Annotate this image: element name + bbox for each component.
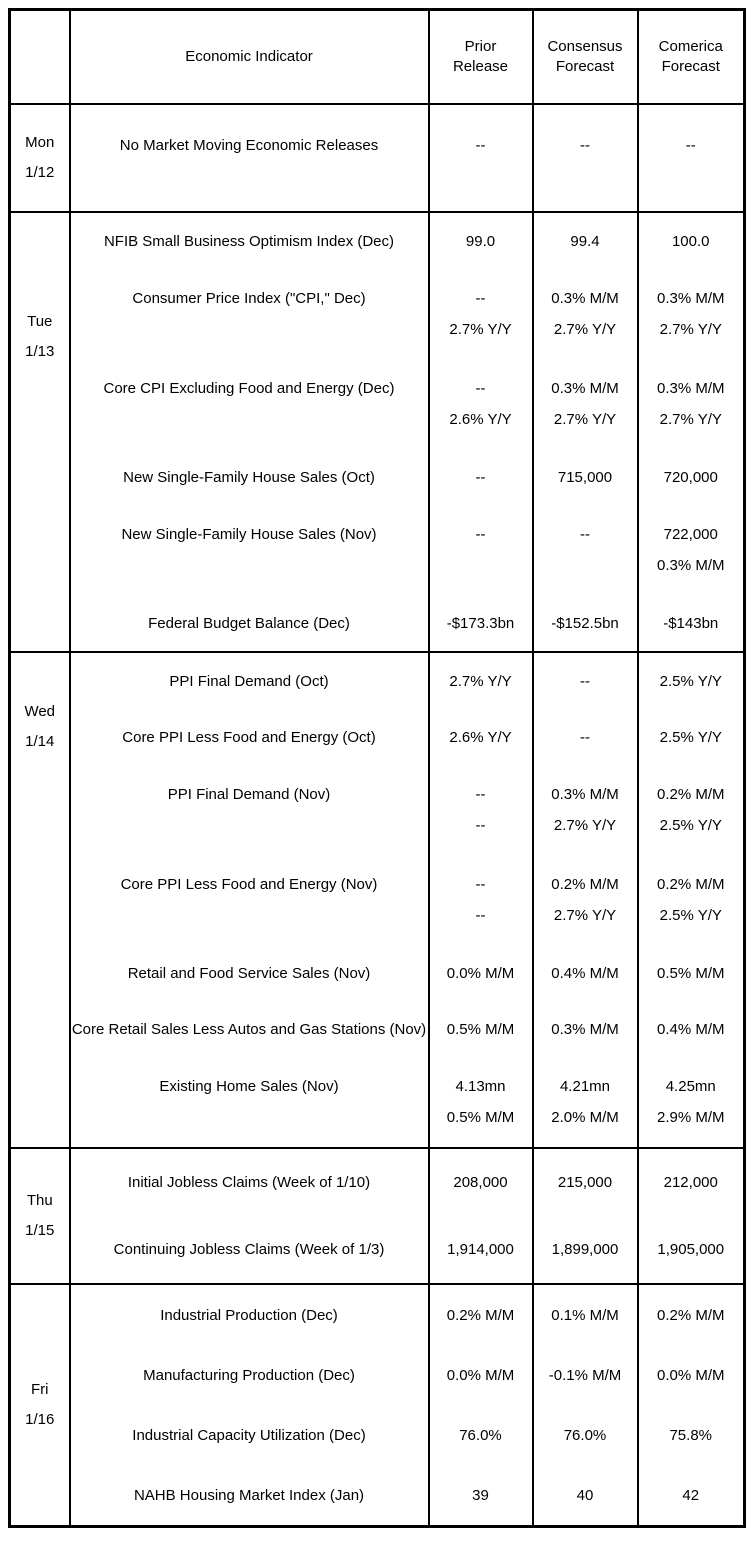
consensus-value bbox=[534, 1222, 637, 1278]
cell-line: 0.2% M/M bbox=[446, 1306, 515, 1324]
cell-line: -- bbox=[475, 876, 486, 893]
comerica-cell bbox=[638, 212, 745, 652]
consensus-cell bbox=[533, 212, 638, 652]
comerica-value bbox=[639, 1155, 744, 1211]
cell-line: No Market Moving Economic Releases bbox=[119, 136, 379, 154]
comerica-items bbox=[639, 653, 744, 1147]
cell-line: -- bbox=[475, 468, 486, 486]
cell-line: 0.5% M/M bbox=[656, 964, 725, 982]
header-comerica-forecast: Comerica Forecast bbox=[638, 10, 745, 105]
cell-line: 2.7% Y/Y bbox=[659, 411, 722, 428]
day-label-group bbox=[11, 1149, 69, 1283]
day-name: Mon bbox=[25, 134, 55, 151]
cell-line: 2.5% Y/Y bbox=[659, 728, 722, 746]
day-name: Fri bbox=[31, 1381, 49, 1398]
comerica-cell bbox=[638, 1284, 745, 1527]
indicator-label bbox=[71, 945, 428, 1001]
comerica-items bbox=[639, 105, 744, 211]
consensus-items bbox=[534, 213, 637, 651]
day-cell bbox=[10, 1284, 70, 1527]
day-cell bbox=[10, 652, 70, 1148]
cell-line: NAHB Housing Market Index (Jan) bbox=[133, 1486, 365, 1504]
cell-line: Core Retail Sales Less Autos and Gas Stations (Nov) bbox=[71, 1020, 427, 1038]
consensus-value bbox=[534, 449, 637, 505]
comerica-cell bbox=[638, 652, 745, 1148]
cell-line: PPI Final Demand (Nov) bbox=[167, 786, 331, 803]
comerica-value bbox=[639, 505, 744, 595]
prior-value bbox=[430, 449, 532, 505]
cell-line: -- bbox=[580, 672, 590, 690]
prior-items bbox=[430, 213, 532, 651]
cell-line: -- bbox=[475, 380, 486, 397]
comerica-value bbox=[639, 1222, 744, 1278]
cell-line: -$143bn bbox=[663, 614, 719, 632]
consensus-value bbox=[534, 1287, 637, 1343]
comerica-value bbox=[639, 709, 744, 765]
indicator-label bbox=[71, 855, 428, 945]
indicator-label bbox=[71, 505, 428, 595]
cell-line: 4.21mn bbox=[559, 1078, 611, 1095]
prior-value bbox=[430, 1407, 532, 1463]
cell-line: 0.1% M/M bbox=[551, 1306, 619, 1324]
cell-line: 2.7% Y/Y bbox=[553, 907, 617, 924]
cell-line: PPI Final Demand (Oct) bbox=[169, 672, 329, 690]
cell-line: New Single-Family House Sales (Oct) bbox=[123, 468, 375, 486]
prior-value bbox=[430, 855, 532, 945]
indicator-cell bbox=[70, 652, 429, 1148]
prior-value bbox=[430, 1222, 532, 1278]
cell-line: Existing Home Sales (Nov) bbox=[159, 1078, 339, 1095]
cell-line: Core PPI Less Food and Energy (Oct) bbox=[122, 728, 376, 746]
cell-line: NFIB Small Business Optimism Index (Dec) bbox=[103, 232, 395, 250]
prior-cell bbox=[429, 104, 533, 212]
section-row-thu bbox=[10, 1148, 745, 1284]
indicator-cell bbox=[70, 1148, 429, 1284]
cell-line: 2.7% Y/Y bbox=[553, 411, 617, 428]
table-header bbox=[10, 10, 745, 105]
cell-line: Consumer Price Index ("CPI," Dec) bbox=[132, 290, 366, 307]
cell-line bbox=[71, 550, 428, 581]
prior-value bbox=[430, 765, 532, 855]
prior-items bbox=[430, 105, 532, 211]
header-row bbox=[10, 10, 745, 105]
cell-line: 0.2% M/M bbox=[551, 876, 619, 893]
indicator-label bbox=[71, 359, 428, 449]
indicator-label bbox=[71, 709, 428, 765]
cell-line: Retail and Food Service Sales (Nov) bbox=[127, 964, 371, 982]
indicator-label bbox=[71, 595, 428, 651]
prior-value bbox=[430, 595, 532, 651]
cell-line bbox=[71, 810, 428, 841]
header-consensus-forecast: Consensus Forecast bbox=[533, 10, 638, 105]
section-row-fri bbox=[10, 1284, 745, 1527]
cell-line bbox=[430, 550, 532, 581]
indicator-label bbox=[71, 1222, 428, 1278]
cell-line: 76.0% bbox=[563, 1426, 607, 1444]
consensus-value bbox=[534, 1155, 637, 1211]
cell-line: 2.7% Y/Y bbox=[449, 672, 512, 690]
prior-value bbox=[430, 359, 532, 449]
comerica-value bbox=[639, 595, 744, 651]
cell-line: 0.0% M/M bbox=[446, 964, 515, 982]
prior-cell bbox=[429, 1284, 533, 1527]
comerica-value bbox=[639, 855, 744, 945]
cell-line: 0.5% M/M bbox=[446, 1020, 515, 1038]
section-row-tue bbox=[10, 212, 745, 652]
cell-line: 720,000 bbox=[663, 468, 718, 486]
cell-line: 99.0 bbox=[465, 232, 496, 250]
cell-line: 0.3% M/M bbox=[551, 786, 619, 803]
consensus-value bbox=[534, 213, 637, 269]
cell-line: Core CPI Excluding Food and Energy (Dec) bbox=[103, 380, 395, 397]
cell-line: 75.8% bbox=[669, 1426, 713, 1444]
consensus-value bbox=[534, 1001, 637, 1057]
indicator-items bbox=[71, 105, 428, 211]
prior-value bbox=[430, 709, 532, 765]
day-date: 1/13 bbox=[25, 343, 55, 360]
prior-value bbox=[430, 213, 532, 269]
cell-line: Manufacturing Production (Dec) bbox=[143, 1366, 355, 1384]
day-date: 1/14 bbox=[25, 733, 55, 750]
prior-value bbox=[430, 1001, 532, 1057]
consensus-value bbox=[534, 1467, 637, 1523]
cell-line: 0.3% M/M bbox=[656, 557, 725, 574]
cell-line: -- bbox=[475, 907, 486, 924]
comerica-value bbox=[639, 1001, 744, 1057]
cell-line: 2.9% M/M bbox=[656, 1109, 725, 1126]
prior-value bbox=[430, 117, 532, 173]
consensus-value bbox=[534, 945, 637, 1001]
consensus-items bbox=[534, 1149, 637, 1283]
prior-value bbox=[430, 1057, 532, 1147]
day-cell bbox=[10, 104, 70, 212]
cell-line: Federal Budget Balance (Dec) bbox=[148, 614, 350, 632]
indicator-label bbox=[71, 1155, 428, 1211]
comerica-value bbox=[639, 269, 744, 359]
cell-line bbox=[71, 900, 428, 931]
comerica-value bbox=[639, 359, 744, 449]
cell-line: 2.6% Y/Y bbox=[449, 411, 512, 428]
day-label-group bbox=[11, 1285, 69, 1525]
cell-line: 212,000 bbox=[663, 1174, 718, 1191]
cell-line: 0.2% M/M bbox=[656, 1306, 725, 1324]
day-name: Wed bbox=[24, 703, 56, 720]
day-date: 1/16 bbox=[25, 1411, 55, 1428]
cell-line: 4.13mn bbox=[455, 1078, 506, 1095]
consensus-value bbox=[534, 709, 637, 765]
cell-line: 2.7% Y/Y bbox=[553, 817, 617, 834]
cell-line: Core PPI Less Food and Energy (Nov) bbox=[120, 876, 378, 893]
cell-line: 0.3% M/M bbox=[551, 1020, 619, 1038]
cell-line: -- bbox=[475, 290, 486, 307]
indicator-label bbox=[71, 1467, 428, 1523]
comerica-value bbox=[639, 1287, 744, 1343]
prior-items bbox=[430, 1285, 532, 1525]
cell-line: 42 bbox=[682, 1486, 700, 1504]
day-label-group bbox=[11, 105, 69, 211]
cell-line: 0.0% M/M bbox=[656, 1366, 725, 1384]
comerica-cell bbox=[638, 104, 745, 212]
consensus-items bbox=[534, 105, 637, 211]
cell-line: -- bbox=[685, 136, 696, 154]
indicator-items bbox=[71, 1285, 428, 1525]
day-label-group bbox=[11, 213, 69, 651]
cell-line: -- bbox=[580, 136, 590, 154]
day-cell bbox=[10, 212, 70, 652]
consensus-value bbox=[534, 117, 637, 173]
comerica-value bbox=[639, 1347, 744, 1403]
comerica-value bbox=[639, 1057, 744, 1147]
consensus-items bbox=[534, 1285, 637, 1525]
cell-line: 1,914,000 bbox=[447, 1241, 514, 1258]
cell-line: 40 bbox=[576, 1486, 594, 1504]
prior-items bbox=[430, 653, 532, 1147]
cell-line: 0.3% M/M bbox=[551, 290, 619, 307]
indicator-cell bbox=[70, 212, 429, 652]
prior-value bbox=[430, 269, 532, 359]
cell-line: 0.5% M/M bbox=[446, 1109, 515, 1126]
header-prior-release: Prior Release bbox=[429, 10, 533, 105]
consensus-value bbox=[534, 1407, 637, 1463]
indicator-label bbox=[71, 213, 428, 269]
indicator-label bbox=[71, 1287, 428, 1343]
section-row-mon bbox=[10, 104, 745, 212]
prior-value bbox=[430, 1155, 532, 1211]
cell-line: 2.0% M/M bbox=[551, 1109, 619, 1126]
indicator-cell bbox=[70, 104, 429, 212]
day-date: 1/12 bbox=[25, 164, 55, 181]
comerica-value bbox=[639, 653, 744, 709]
cell-line: New Single-Family House Sales (Nov) bbox=[121, 526, 377, 543]
cell-line: 0.3% M/M bbox=[551, 380, 619, 397]
prior-value bbox=[430, 945, 532, 1001]
cell-line: 2.7% Y/Y bbox=[659, 321, 722, 338]
comerica-value bbox=[639, 1467, 744, 1523]
economic-calendar-table bbox=[8, 8, 746, 1528]
cell-line: -- bbox=[475, 526, 486, 543]
cell-line: 0.2% M/M bbox=[656, 786, 725, 803]
cell-line bbox=[534, 550, 637, 581]
day-cell bbox=[10, 1148, 70, 1284]
prior-value bbox=[430, 505, 532, 595]
prior-value bbox=[430, 1467, 532, 1523]
table-body bbox=[10, 104, 745, 1527]
header-economic-indicator: Economic Indicator bbox=[70, 10, 429, 105]
indicator-label bbox=[71, 1057, 428, 1147]
indicator-items bbox=[71, 1149, 428, 1283]
cell-line: 39 bbox=[472, 1486, 489, 1504]
indicator-label bbox=[71, 269, 428, 359]
comerica-value bbox=[639, 213, 744, 269]
prior-value bbox=[430, 1287, 532, 1343]
cell-line: 215,000 bbox=[557, 1174, 613, 1191]
consensus-cell bbox=[533, 652, 638, 1148]
cell-line: -- bbox=[475, 817, 486, 834]
cell-line: 0.3% M/M bbox=[656, 380, 725, 397]
consensus-items bbox=[534, 653, 637, 1147]
cell-line: Continuing Jobless Claims (Week of 1/3) bbox=[113, 1241, 385, 1258]
cell-line: -- bbox=[580, 728, 590, 746]
cell-line: 1,899,000 bbox=[551, 1241, 619, 1258]
cell-line: 715,000 bbox=[557, 468, 613, 486]
cell-line: 0.0% M/M bbox=[446, 1366, 515, 1384]
cell-line: 1,905,000 bbox=[657, 1241, 725, 1258]
consensus-value bbox=[534, 1347, 637, 1403]
cell-line: 76.0% bbox=[459, 1426, 502, 1444]
cell-line: 2.6% Y/Y bbox=[449, 728, 512, 746]
cell-line: 0.2% M/M bbox=[656, 876, 725, 893]
comerica-cell bbox=[638, 1148, 745, 1284]
comerica-items bbox=[639, 1149, 744, 1283]
comerica-value bbox=[639, 117, 744, 173]
indicator-items bbox=[71, 653, 428, 1147]
indicator-label bbox=[71, 1001, 428, 1057]
cell-line: Initial Jobless Claims (Week of 1/10) bbox=[127, 1174, 371, 1191]
consensus-value bbox=[534, 855, 637, 945]
cell-line: -$173.3bn bbox=[446, 614, 515, 632]
cell-line bbox=[71, 314, 428, 345]
indicator-label bbox=[71, 765, 428, 855]
cell-line bbox=[71, 1102, 428, 1133]
consensus-cell bbox=[533, 104, 638, 212]
prior-cell bbox=[429, 1148, 533, 1284]
day-label-group bbox=[11, 653, 69, 1147]
cell-line: 99.4 bbox=[570, 232, 600, 250]
consensus-value bbox=[534, 765, 637, 855]
cell-line bbox=[71, 404, 428, 435]
prior-value bbox=[430, 1347, 532, 1403]
consensus-value bbox=[534, 269, 637, 359]
cell-line: -- bbox=[580, 526, 590, 543]
consensus-cell bbox=[533, 1148, 638, 1284]
cell-line: 2.5% Y/Y bbox=[659, 817, 722, 834]
prior-items bbox=[430, 1149, 532, 1283]
prior-value bbox=[430, 653, 532, 709]
cell-line: 0.4% M/M bbox=[656, 1020, 725, 1038]
cell-line: -0.1% M/M bbox=[548, 1366, 622, 1384]
comerica-value bbox=[639, 449, 744, 505]
comerica-items bbox=[639, 1285, 744, 1525]
indicator-label bbox=[71, 117, 428, 173]
cell-line: 4.25mn bbox=[665, 1078, 716, 1095]
cell-line: 2.7% Y/Y bbox=[449, 321, 512, 338]
cell-line: 208,000 bbox=[453, 1174, 508, 1191]
cell-line: Industrial Production (Dec) bbox=[160, 1306, 338, 1324]
day-name: Thu bbox=[26, 1192, 53, 1209]
comerica-items bbox=[639, 213, 744, 651]
comerica-value bbox=[639, 765, 744, 855]
cell-line: 2.5% Y/Y bbox=[659, 672, 722, 690]
cell-line: 0.3% M/M bbox=[656, 290, 725, 307]
cell-line: 2.7% Y/Y bbox=[553, 321, 617, 338]
cell-line: -$152.5bn bbox=[551, 614, 619, 632]
consensus-value bbox=[534, 359, 637, 449]
cell-line: 100.0 bbox=[671, 232, 710, 250]
comerica-value bbox=[639, 945, 744, 1001]
cell-line: Industrial Capacity Utilization (Dec) bbox=[132, 1426, 366, 1444]
cell-line: 2.5% Y/Y bbox=[659, 907, 722, 924]
section-row-wed bbox=[10, 652, 745, 1148]
indicator-label bbox=[71, 653, 428, 709]
indicator-label bbox=[71, 1407, 428, 1463]
consensus-value bbox=[534, 595, 637, 651]
indicator-label bbox=[71, 449, 428, 505]
indicator-label bbox=[71, 1347, 428, 1403]
cell-line: -- bbox=[475, 136, 486, 154]
header-day bbox=[10, 10, 70, 105]
cell-line: 0.4% M/M bbox=[551, 964, 619, 982]
day-date: 1/15 bbox=[25, 1222, 55, 1239]
cell-line: 722,000 bbox=[663, 526, 718, 543]
prior-cell bbox=[429, 652, 533, 1148]
indicator-items bbox=[71, 213, 428, 651]
indicator-cell bbox=[70, 1284, 429, 1527]
cell-line: -- bbox=[475, 786, 486, 803]
consensus-value bbox=[534, 1057, 637, 1147]
consensus-cell bbox=[533, 1284, 638, 1527]
day-name: Tue bbox=[27, 313, 53, 330]
comerica-value bbox=[639, 1407, 744, 1463]
consensus-value bbox=[534, 505, 637, 595]
prior-cell bbox=[429, 212, 533, 652]
consensus-value bbox=[534, 653, 637, 709]
